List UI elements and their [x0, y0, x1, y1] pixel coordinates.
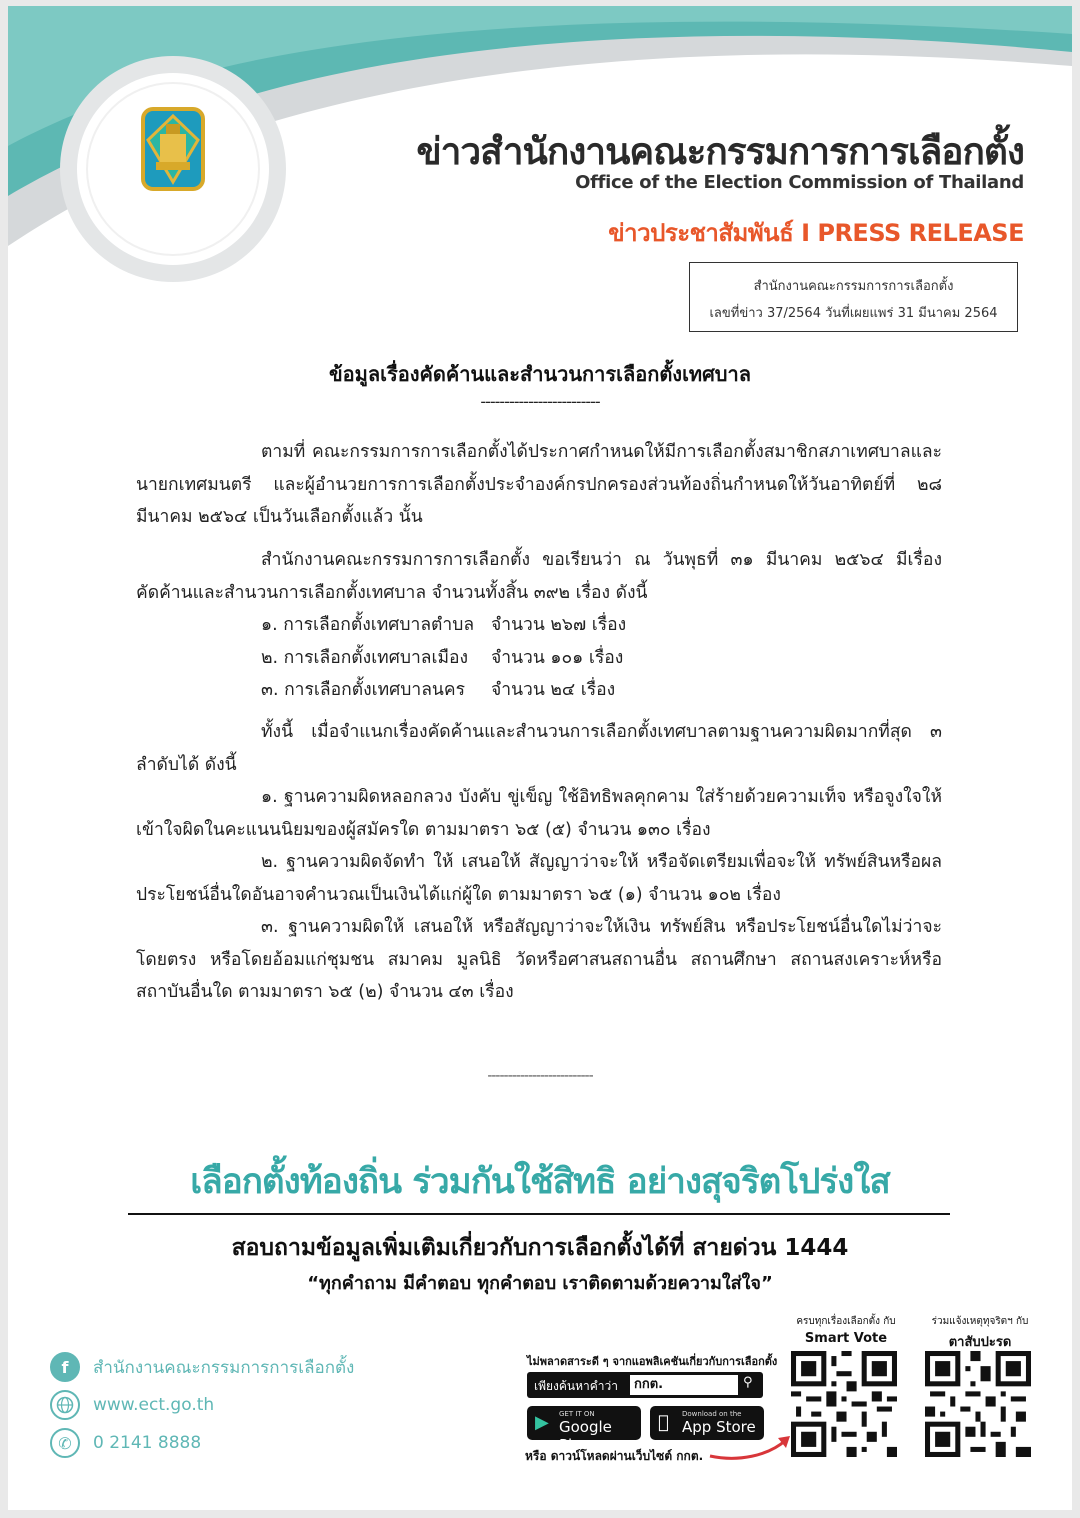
reference-box [689, 262, 1018, 332]
smart-vote-qr-icon[interactable] [791, 1351, 897, 1457]
google-play-badge[interactable] [527, 1406, 641, 1454]
facebook-label: สำนักงานคณะกรรมการการเลือกตั้ง [93, 1357, 355, 1378]
app-store-small: Download on the [682, 1410, 742, 1418]
slogan: เลือกตั้งท้องถิ่น ร่วมกันใช้สิทธิ อย่างสุจริตโปร่งใส [190, 1162, 890, 1202]
list-item-count: จำนวน ๑๐๑ เรื่อง [491, 647, 624, 668]
list-item-count: จำนวน ๒๖๗ เรื่อง [491, 615, 627, 635]
ect-logo [88, 84, 258, 254]
phone-icon: ✆ [50, 1428, 80, 1458]
reference-office: สำนักงานคณะกรรมการการเลือกตั้ง [753, 279, 954, 294]
press-release-sheet [8, 6, 1072, 1510]
arrow-icon [708, 1432, 794, 1462]
app-search-bar [527, 1372, 763, 1398]
paragraph-3-block [136, 716, 942, 1009]
google-play-small: GET IT ON [559, 1410, 595, 1418]
offense-item-2: ๒. ฐานความผิดจัดทำ ให้ เสนอให้ สัญญาว่าจะให้ หรือจัดเตรียมเพื่อจะให้ ทรัพย์สินหรือผลประโยชน์อื่นใดอันอาจคำนวณเป็นเงินได้แก่ผู้ใด ตามมาตรา ๖๕ (๑) จำนวน ๑๐๒ เรื่อง [136, 852, 942, 905]
qr1-title: Smart Vote [804, 1331, 888, 1346]
title-underline: ------------------------- [480, 392, 600, 411]
qr1-caption: ครบทุกเรื่องเลือกตั้ง กับ [796, 1316, 896, 1327]
paragraph-2-block [136, 544, 942, 707]
globe-icon [50, 1390, 80, 1420]
google-play-icon: ▶ [535, 1412, 549, 1433]
paragraph-1: ตามที่ คณะกรรมการการเลือกตั้งได้ประกาศกำหนดให้มีการเลือกตั้งสมาชิกสภาเทศบาลและนายกเทศมนตรี และผู้อำนวยการการเลือกตั้งประจำองค์กรปกครองส่วนท้องถิ่นกำหนดให้วันอาทิตย์ที่ ๒๘ มีนาคม ๒๕๖๔ เป็นวันเลือกตั้งแล้ว นั้น [136, 442, 942, 527]
list-item-label: ๓. การเลือกตั้งเทศบาลนคร [261, 680, 465, 700]
reference-number: เลขที่ข่าว 37/2564 วันที่เผยแพร่ 31 มีนาคม 2564 [709, 306, 998, 321]
footer-divider [128, 1213, 950, 1215]
app-heading: ไม่พลาดสาระดี ๆ จากแอพลิเคชันเกี่ยวกับการเลือกตั้ง [527, 1355, 778, 1368]
press-release-label: ข่าวประชาสัมพันธ์ I PRESS RELEASE [608, 219, 1024, 247]
offense-item-1: ๑. ฐานความผิดหลอกลวง บังคับ ขู่เข็ญ ใช้อิทธิพลคุกคาม ใส่ร้ายด้วยความเท็จ หรือจูงใจให้เข้าใจผิดในคะแนนนิยมของผู้สมัครใด ตามมาตรา ๖๕ (๕) จำนวน ๑๓๐ เรื่อง [136, 787, 942, 840]
document-title: ข้อมูลเรื่องคัดค้านและสำนวนการเลือกตั้งเทศบาล [329, 362, 751, 386]
header-title-th: ข่าวสำนักงานคณะกรรมการการเลือกตั้ง [416, 130, 1024, 173]
paragraph-3: ทั้งนี้ เมื่อจำแนกเรื่องคัดค้านและสำนวนการเลือกตั้งเทศบาลตามฐานความผิดมากที่สุด ๓ ลำดับได้ ดังนี้ [136, 722, 942, 775]
facebook-contact[interactable] [50, 1350, 354, 1384]
list-item [136, 642, 942, 675]
hotline-quote: “ทุกคำถาม มีคำตอบ ทุกคำตอบ เราติดตามด้วยความใส่ใจ” [307, 1273, 773, 1294]
ect-emblem-icon [88, 84, 258, 254]
search-label: เพียงค้นหาคำว่า [534, 1379, 619, 1393]
header-title-en: Office of the Election Commission of Thailand [575, 172, 1024, 193]
list-item [136, 674, 942, 707]
web-download-note: หรือ ดาวน์โหลดผ่านเว็บไซต์ กกต. [525, 1449, 704, 1463]
end-rule: -------------------------- [487, 1068, 593, 1084]
phone-label: 0 2141 8888 [93, 1433, 202, 1453]
list-item-label: ๑. การเลือกตั้งเทศบาลตำบล [261, 615, 475, 635]
list-item [136, 609, 942, 642]
list-item-label: ๒. การเลือกตั้งเทศบาลเมือง [261, 647, 469, 668]
search-icon: ⚲ [743, 1375, 753, 1390]
app-store-label: App Store [682, 1418, 756, 1436]
phone-contact[interactable] [50, 1426, 201, 1460]
offense-item-3: ๓. ฐานความผิดให้ เสนอให้ หรือสัญญาว่าจะให้เงิน ทรัพย์สิน หรือประโยชน์อื่นใดไม่ว่าจะโดยตรง หรือโดยอ้อมแก่ชุมชน สมาคม มูลนิธิ วัดหรือศาสนสถานอื่น สถานศึกษา สถานสงเคราะห์หรือสถาบันอื่นใด ตามมาตรา ๖๕ (๒) จำนวน ๔๓ เรื่อง [136, 917, 942, 1002]
search-input: กกต. [630, 1375, 738, 1395]
qr2-caption: ร่วมแจ้งเหตุทุจริตฯ กับ [931, 1316, 1029, 1327]
website-label: www.ect.go.th [93, 1395, 215, 1415]
google-play-label: Google Play [559, 1418, 612, 1454]
list-item-count: จำนวน ๒๔ เรื่อง [491, 680, 616, 700]
website-contact[interactable] [50, 1388, 214, 1422]
hotline-text: สอบถามข้อมูลเพิ่มเติมเกี่ยวกับการเลือกตั้งได้ที่ สายด่วน 1444 [231, 1235, 849, 1261]
apple-icon [658, 1412, 669, 1433]
qr2-title: ตาสับปะรด [948, 1335, 1012, 1350]
paragraph-1-block [136, 436, 942, 534]
facebook-icon: f [50, 1352, 80, 1382]
tasapparod-qr-icon[interactable] [925, 1351, 1031, 1457]
paragraph-2: สำนักงานคณะกรรมการการเลือกตั้ง ขอเรียนว่า ณ วันพุธที่ ๓๑ มีนาคม ๒๕๖๔ มีเรื่องคัดค้านและสำนวนการเลือกตั้งเทศบาล จำนวนทั้งสิ้น ๓๙๒ เรื่อง ดังนี้ [136, 550, 942, 603]
